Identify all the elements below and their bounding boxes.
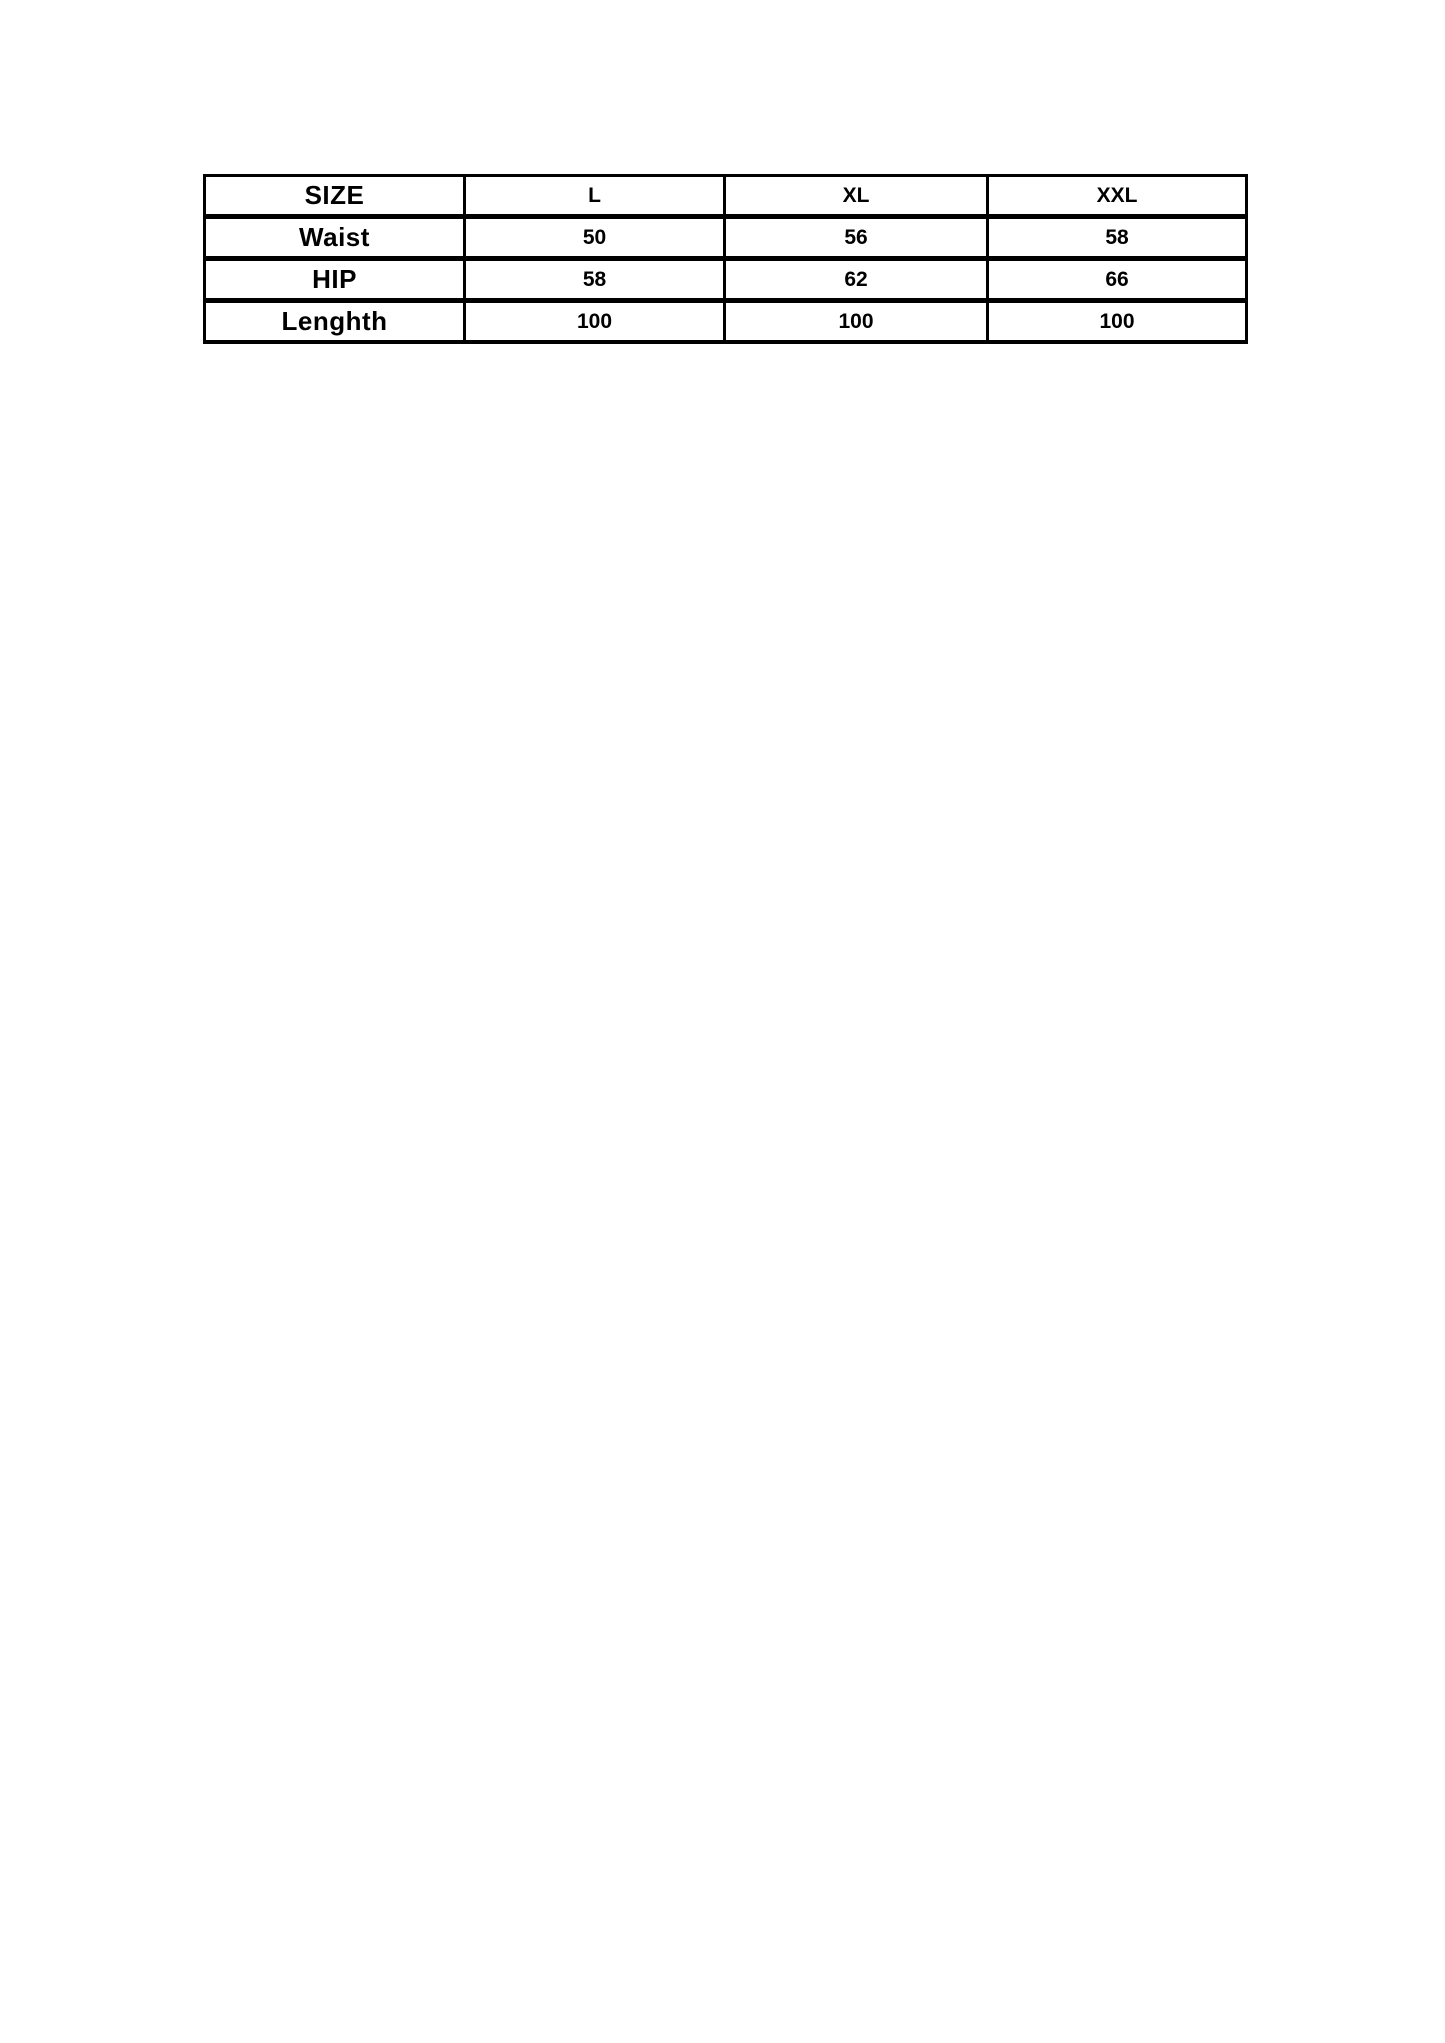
waist-value-l: 50 — [465, 217, 725, 259]
table-row-length — [205, 301, 1247, 343]
column-header-xl: XL — [725, 176, 988, 217]
row-label-hip: HIP — [205, 259, 465, 301]
length-value-l: 100 — [465, 301, 725, 343]
length-value-xl: 100 — [725, 301, 988, 343]
table-row-hip — [205, 259, 1247, 301]
size-chart-table — [203, 174, 1248, 344]
hip-value-xxl: 66 — [988, 259, 1247, 301]
length-value-xxl: 100 — [988, 301, 1247, 343]
waist-value-xxl: 58 — [988, 217, 1247, 259]
hip-value-l: 58 — [465, 259, 725, 301]
size-header-cell: SIZE — [205, 176, 465, 217]
table-row-waist — [205, 217, 1247, 259]
hip-value-xl: 62 — [725, 259, 988, 301]
column-header-xxl: XXL — [988, 176, 1247, 217]
header-row — [205, 176, 1247, 217]
row-label-waist: Waist — [205, 217, 465, 259]
row-label-length: Lenghth — [205, 301, 465, 343]
column-header-l: L — [465, 176, 725, 217]
waist-value-xl: 56 — [725, 217, 988, 259]
